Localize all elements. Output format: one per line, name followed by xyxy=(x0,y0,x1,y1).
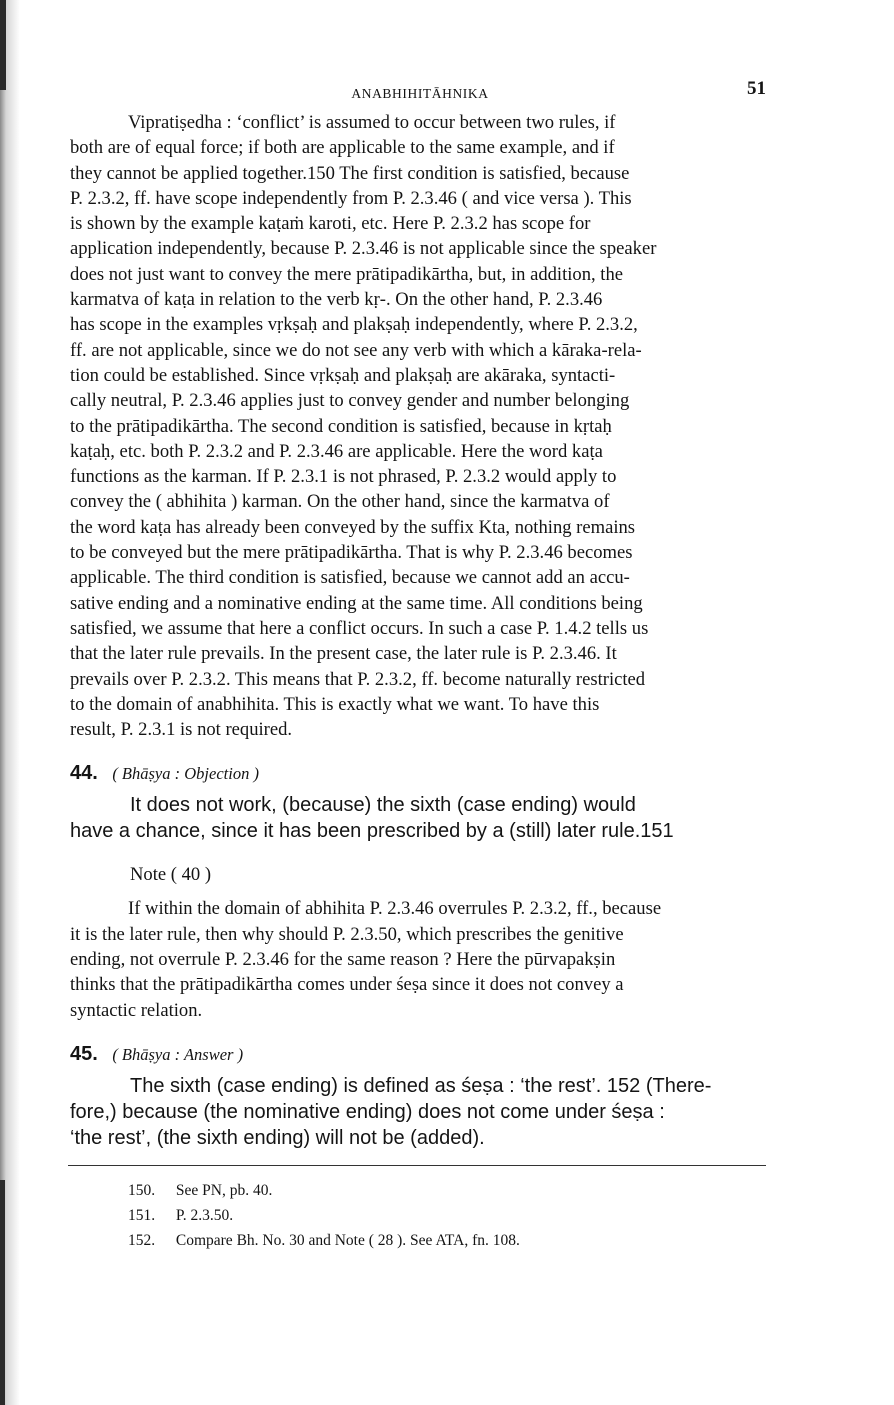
bhasya-objection-text xyxy=(70,792,770,844)
text-line: that the later rule prevails. In the present case, the later rule is P. 2.3.46. It xyxy=(70,643,617,665)
text-line: If within the domain of abhihita P. 2.3.46 overrules P. 2.3.2, ff., because xyxy=(128,898,662,920)
text-line: kaṭaḥ, etc. both P. 2.3.2 and P. 2.3.46 are applicable. Here the word kaṭa xyxy=(70,440,603,462)
text-line: ending, not overrule P. 2.3.46 for the same reason ? Here the pūrvapakṣin xyxy=(70,949,616,971)
text-line: result, P. 2.3.1 is not required. xyxy=(70,719,293,741)
text-line: Vipratiṣedha : ‘conflict’ is assumed to occur between two rules, if xyxy=(128,112,616,133)
note-heading: Note ( 40 ) xyxy=(130,864,212,886)
bhasya-answer-text xyxy=(70,1073,770,1151)
text-line: syntactic relation. xyxy=(70,999,203,1021)
footnote-152 xyxy=(128,1228,770,1253)
section-45-heading xyxy=(70,1043,770,1069)
text-line: prevails over P. 2.3.2. This means that P. 2.3.2, ff. become naturally restricted xyxy=(70,668,646,690)
text-line: thinks that the prātipadikārtha comes under śeṣa since it does not convey a xyxy=(70,974,624,996)
footnotes xyxy=(70,1178,770,1253)
text-line: does not just want to convey the mere prātipadikārtha, but, in addition, the xyxy=(70,263,624,285)
text-line: functions as the karman. If P. 2.3.1 is not phrased, P. 2.3.2 would apply to xyxy=(70,466,617,488)
scan-artifact xyxy=(0,1180,5,1405)
footnote-divider xyxy=(68,1165,766,1166)
footnote-text: P. 2.3.50. xyxy=(175,1206,234,1224)
text-line: have a chance, since it has been prescribed by a (still) later rule.151 xyxy=(70,820,674,843)
section-number: 45. xyxy=(70,1042,98,1065)
running-head xyxy=(70,76,770,110)
scan-artifact xyxy=(0,0,6,90)
text-line: is shown by the example kaṭaṁ karoti, etc. Here P. 2.3.2 has scope for xyxy=(70,213,591,235)
text-line: ‘the rest’, (the sixth ending) will not be (added). xyxy=(70,1126,485,1149)
text-line: The sixth (case ending) is defined as śeṣa : ‘the rest’. 152 (There- xyxy=(130,1074,712,1097)
book-page xyxy=(70,76,770,1253)
text-line: It does not work, (because) the sixth (case ending) would xyxy=(130,794,636,817)
text-line: it is the later rule, then why should P. 2.3.50, which prescribes the genitive xyxy=(70,923,624,945)
text-line: P. 2.3.2, ff. have scope independently from P. 2.3.46 ( and vice versa ). This xyxy=(70,187,632,209)
text-line: to be conveyed but the mere prātipadikārtha. That is why P. 2.3.46 becomes xyxy=(70,542,633,564)
footnote-150 xyxy=(128,1178,770,1203)
page-number: 51 xyxy=(747,78,766,99)
footnote-number: 150. xyxy=(128,1181,156,1199)
text-line: fore,) because (the nominative ending) does not come under śeṣa : xyxy=(70,1100,665,1123)
paragraph-vipratisedha xyxy=(70,110,770,742)
text-line: has scope in the examples vṛkṣaḥ and plakṣaḥ independently, where P. 2.3.2, xyxy=(70,314,638,336)
footnote-text: See PN, pb. 40. xyxy=(175,1181,273,1199)
text-line: cally neutral, P. 2.3.46 applies just to convey gender and number belonging xyxy=(70,390,630,412)
section-number: 44. xyxy=(70,762,98,785)
footnote-number: 152. xyxy=(128,1231,156,1249)
text-line: they cannot be applied together.150 The first condition is satisfied, because xyxy=(70,162,630,184)
text-line: ff. are not applicable, since we do not see any verb with which a kāraka-rela- xyxy=(70,339,642,361)
scan-shadow-edge xyxy=(0,0,22,1405)
footnote-151 xyxy=(128,1203,770,1228)
section-44-heading xyxy=(70,762,770,788)
text-line: application independently, because P. 2.3.46 is not applicable since the speaker xyxy=(70,238,657,260)
footnote-number: 151. xyxy=(128,1206,156,1224)
text-line: sative ending and a nominative ending at the same time. All conditions being xyxy=(70,592,643,614)
footnote-text: Compare Bh. No. 30 and Note ( 28 ). See ATA, fn. 108. xyxy=(175,1231,520,1249)
text-line: tion could be established. Since vṛkṣaḥ and plakṣaḥ are akāraka, syntacti- xyxy=(70,364,616,386)
text-line: karmatva of kaṭa in relation to the verb kṛ-. On the other hand, P. 2.3.46 xyxy=(70,289,603,311)
text-line: both are of equal force; if both are applicable to the same example, and if xyxy=(70,137,615,159)
text-line: applicable. The third condition is satisfied, because we cannot add an accu- xyxy=(70,567,630,589)
note-40-text xyxy=(70,896,770,1022)
text-line: convey the ( abhihita ) karman. On the other hand, since the karmatva of xyxy=(70,491,610,513)
section-label: ( Bhāṣya : Objection ) xyxy=(112,764,259,784)
text-line: satisfied, we assume that here a conflict occurs. In such a case P. 1.4.2 tells us xyxy=(70,617,649,639)
text-line: to the domain of anabhihita. This is exactly what we want. To have this xyxy=(70,693,600,715)
section-label: ( Bhāṣya : Answer ) xyxy=(112,1044,244,1064)
text-line: to the prātipadikārtha. The second condition is satisfied, because in kṛtaḥ xyxy=(70,415,612,437)
text-line: the word kaṭa has already been conveyed by the suffix Kta, nothing remains xyxy=(70,516,636,538)
running-title: ANABHIHITĀHNIKA xyxy=(351,86,489,101)
